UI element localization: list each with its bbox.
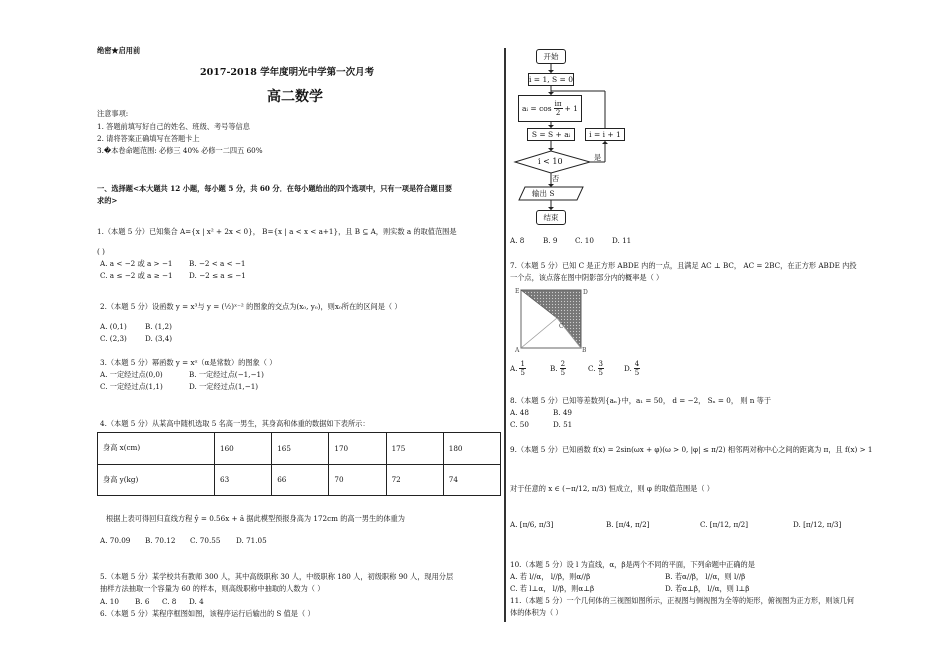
q9-option-b: B. [π/4, π/2] [606, 520, 650, 529]
q9-stem-cont: 对于任意的 x ∈ (−π/12, π/3) 恒成立，则 φ 的取值范围是（ ） [510, 484, 714, 493]
table-cell: 70 [329, 464, 386, 496]
assign-rhs: + 1 [564, 104, 578, 113]
fraction-numerator: 3 [598, 360, 603, 368]
secret-label: 绝密★启用前 [97, 46, 141, 55]
q7-option-b [550, 360, 568, 377]
q10-option-a: A. 若 l//α， l//β，则α//β [510, 572, 591, 581]
table-cell: 180 [443, 433, 500, 465]
q7-stem-cont: 一个点，该点落在图中阴影部分内的概率是（ ） [510, 273, 664, 282]
q7-option-d [624, 360, 642, 377]
flow-output: 输出 S [532, 189, 555, 198]
fraction-denominator: 2 [555, 109, 561, 117]
q10-stem: 10.（本题 5 分）设 l 为直线，α，β是两个不同的平面，下列命题中正确的是 [510, 560, 755, 569]
section-heading-cont: 求的> [97, 196, 118, 205]
q4-followup: 根据上表可得回归直线方程 ŷ = 0.56x + â 据此模型预报身高为 172cm 的高一男生的体重为 [106, 514, 405, 523]
q3-option-d: D. 一定经过点(1,−1) [189, 382, 259, 391]
fraction-denominator: 5 [520, 369, 525, 377]
q5-option-b: B. 6 [135, 597, 150, 606]
notes-title: 注意事项: [97, 109, 129, 118]
table-cell: 74 [443, 464, 500, 496]
option-fraction [560, 360, 566, 377]
q10-option-c: C. 若 l⊥α， l//β，则α⊥β [510, 584, 595, 593]
flow-condition: i < 10 [538, 157, 563, 166]
q6-option-a: A. 8 [510, 236, 525, 245]
option-letter: C. [588, 364, 596, 373]
q3-stem: 3.（本题 5 分）幂函数 y = xᵅ（α是常数）的图象（ ） [100, 358, 277, 367]
q5-stem-cont: 抽样方法抽取一个容量为 60 的样本，则高级职称中抽取的人数为（ ） [100, 584, 325, 593]
q3-option-c: C. 一定经过点(1,1) [100, 382, 163, 391]
q11-stem: 11.（本题 5 分）一个几何体的三视图如图所示，正视图与侧视图为全等的矩形，俯视图为正方形，则该几何 [510, 596, 855, 605]
table-cell: 175 [386, 433, 443, 465]
q5-stem: 5.（本题 5 分）某学校共有教师 300 人，其中高级职称 30 人，中级职称 180 人，初级职称 90 人，现用分层 [100, 572, 454, 581]
note-item: 3.�本卷命题范围: 必修三 40% 必修一二四五 60% [97, 146, 263, 155]
flow-increment-node: i = i + 1 [585, 128, 625, 141]
option-fraction [634, 360, 640, 377]
q9-stem: 9.（本题 5 分）已知函数 f(x) = 2sin(ωx + φ)(ω > 0, |φ| ≤ π/2) 相邻两对称中心之间的距离为 π，且 f(x) > 1 [510, 445, 873, 454]
option-letter: D. [624, 364, 632, 373]
table-cell: 66 [272, 464, 329, 496]
option-fraction [598, 360, 604, 377]
q5-option-c: C. 8 [162, 597, 177, 606]
square-figure [512, 285, 592, 353]
q10-option-d: D. 若α⊥β， l//α，则 l⊥β [665, 584, 750, 593]
q5-option-a: A. 10 [100, 597, 119, 606]
q2-option-d: D. (3,4) [145, 334, 173, 343]
flow-yes-label: 是 [594, 153, 602, 162]
q1-option-d: D. −2 ≤ a ≤ −1 [189, 271, 246, 280]
q6-option-c: C. 10 [575, 236, 594, 245]
q4-stem: 4.（本题 5 分）从某高中随机选取 5 名高一男生，其身高和体重的数据如下表所示： [100, 419, 370, 428]
q8-option-b: B. 49 [553, 408, 572, 417]
q8-stem: 8.（本题 5 分）已知等差数列{aₙ}中，a₁ = 50， d = −2， Sₙ = 0， 则 n 等于 [510, 396, 772, 405]
fraction-numerator: 1 [520, 360, 525, 368]
table-cell: 72 [386, 464, 443, 496]
note-item: 2. 请将答案正确填写在答题卡上 [97, 134, 200, 143]
q9-option-a: A. [π/6, π/3] [510, 520, 554, 529]
q7-option-a [510, 360, 528, 377]
section-heading: 一、选择题<本大题共 12 小题，每小题 5 分，共 60 分．在每小题给出的四个选项中，只有一项是符合题目要 [97, 184, 453, 193]
fraction-denominator: 5 [598, 369, 603, 377]
vertex-d: D [583, 289, 588, 296]
flow-init-node: i = 1, S = 0 [529, 75, 573, 84]
q8-option-a: A. 48 [510, 408, 529, 417]
assign-lhs: aᵢ = cos [522, 104, 552, 113]
q7-stem: 7.（本题 5 分）已知 C 是正方形 ABDE 内的一点，且满足 AC ⊥ BC， AC = 2BC，在正方形 ABDE 内投 [510, 261, 857, 270]
q4-option-c: C. 70.55 [190, 536, 221, 545]
subject-title: 高二数学 [267, 89, 323, 105]
vertex-e: E [515, 288, 520, 295]
q1-option-a: A. a < −2 或 a > −1 [100, 259, 173, 268]
q2-option-a: A. (0,1) [100, 322, 127, 331]
flow-no-label: 否 [552, 174, 560, 183]
q9-option-c: C. [π/12, π/2] [700, 520, 748, 529]
vertex-c: C [559, 323, 564, 330]
table-cell: 63 [215, 464, 272, 496]
flow-sum-node: S = S + aᵢ [527, 128, 575, 141]
q2-option-c: C. (2,3) [100, 334, 127, 343]
option-fraction [519, 360, 525, 377]
q10-option-b: B. 若α//β， l//α，则 l//β [665, 572, 746, 581]
q9-option-d: D. [π/12, π/3] [793, 520, 842, 529]
option-letter: A. [510, 364, 518, 373]
fraction-numerator: iπ [554, 100, 562, 108]
q1-option-c: C. a ≤ −2 或 a ≥ −1 [100, 271, 173, 280]
q2-stem: 2.（本题 5 分）设函数 y = x³与 y = (½)ˣ⁻² 的图象的交点为(x₀, y₀)，则x₀所在的区间是（ ） [100, 302, 402, 311]
q11-stem-cont: 体的体积为（ ） [510, 608, 563, 617]
q3-option-b: B. 一定经过点(−1,−1) [189, 370, 264, 379]
flow-start-node: 开始 [536, 49, 566, 64]
table-cell: 身高 x(cm) [98, 433, 215, 465]
fraction-denominator: 5 [634, 369, 640, 377]
flow-assign-node [518, 95, 582, 122]
assign-fraction [554, 100, 563, 117]
vertex-b: B [582, 347, 587, 353]
q4-option-d: D. 71.05 [236, 536, 267, 545]
q1-option-b: B. −2 < a < −1 [189, 259, 246, 268]
q4-option-b: B. 70.12 [145, 536, 176, 545]
fraction-numerator: 2 [560, 360, 566, 368]
q7-option-c [588, 360, 606, 377]
height-weight-table [97, 432, 501, 496]
q3-option-a: A. 一定经过点(0,0) [100, 370, 163, 379]
q2-option-b: B. (1,2) [145, 322, 172, 331]
q1-paren: ( ) [97, 247, 105, 256]
q6-option-b: B. 9 [543, 236, 558, 245]
table-cell: 165 [272, 433, 329, 465]
q6-stem: 6.（本题 5 分）某程序框图如图，该程序运行后输出的 S 值是（ ） [100, 609, 315, 618]
flow-end-node: 结束 [536, 210, 566, 225]
table-cell: 170 [329, 433, 386, 465]
table-cell: 身高 y(kg) [98, 464, 215, 496]
q4-option-a: A. 70.09 [100, 536, 131, 545]
table-cell: 160 [215, 433, 272, 465]
table-row [98, 433, 501, 465]
option-letter: B. [550, 364, 558, 373]
q6-option-d: D. 11 [612, 236, 632, 245]
q8-option-d: D. 51 [553, 420, 573, 429]
vertex-a: A [515, 347, 520, 353]
exam-title: 2017-2018 学年度明光中学第一次月考 [200, 67, 375, 78]
fraction-denominator: 5 [560, 369, 566, 377]
q8-option-c: C. 50 [510, 420, 529, 429]
q1-stem: 1.（本题 5 分）已知集合 A={x | x² + 2x < 0}， B={x | a < x < a+1}，且 B ⊆ A，则实数 a 的取值范围是 [97, 227, 457, 236]
fraction-numerator: 4 [634, 360, 640, 368]
q5-option-d: D. 4 [189, 597, 204, 606]
table-row [98, 464, 501, 496]
note-item: 1. 答题前填写好自己的姓名、班级、考号等信息 [97, 122, 250, 131]
